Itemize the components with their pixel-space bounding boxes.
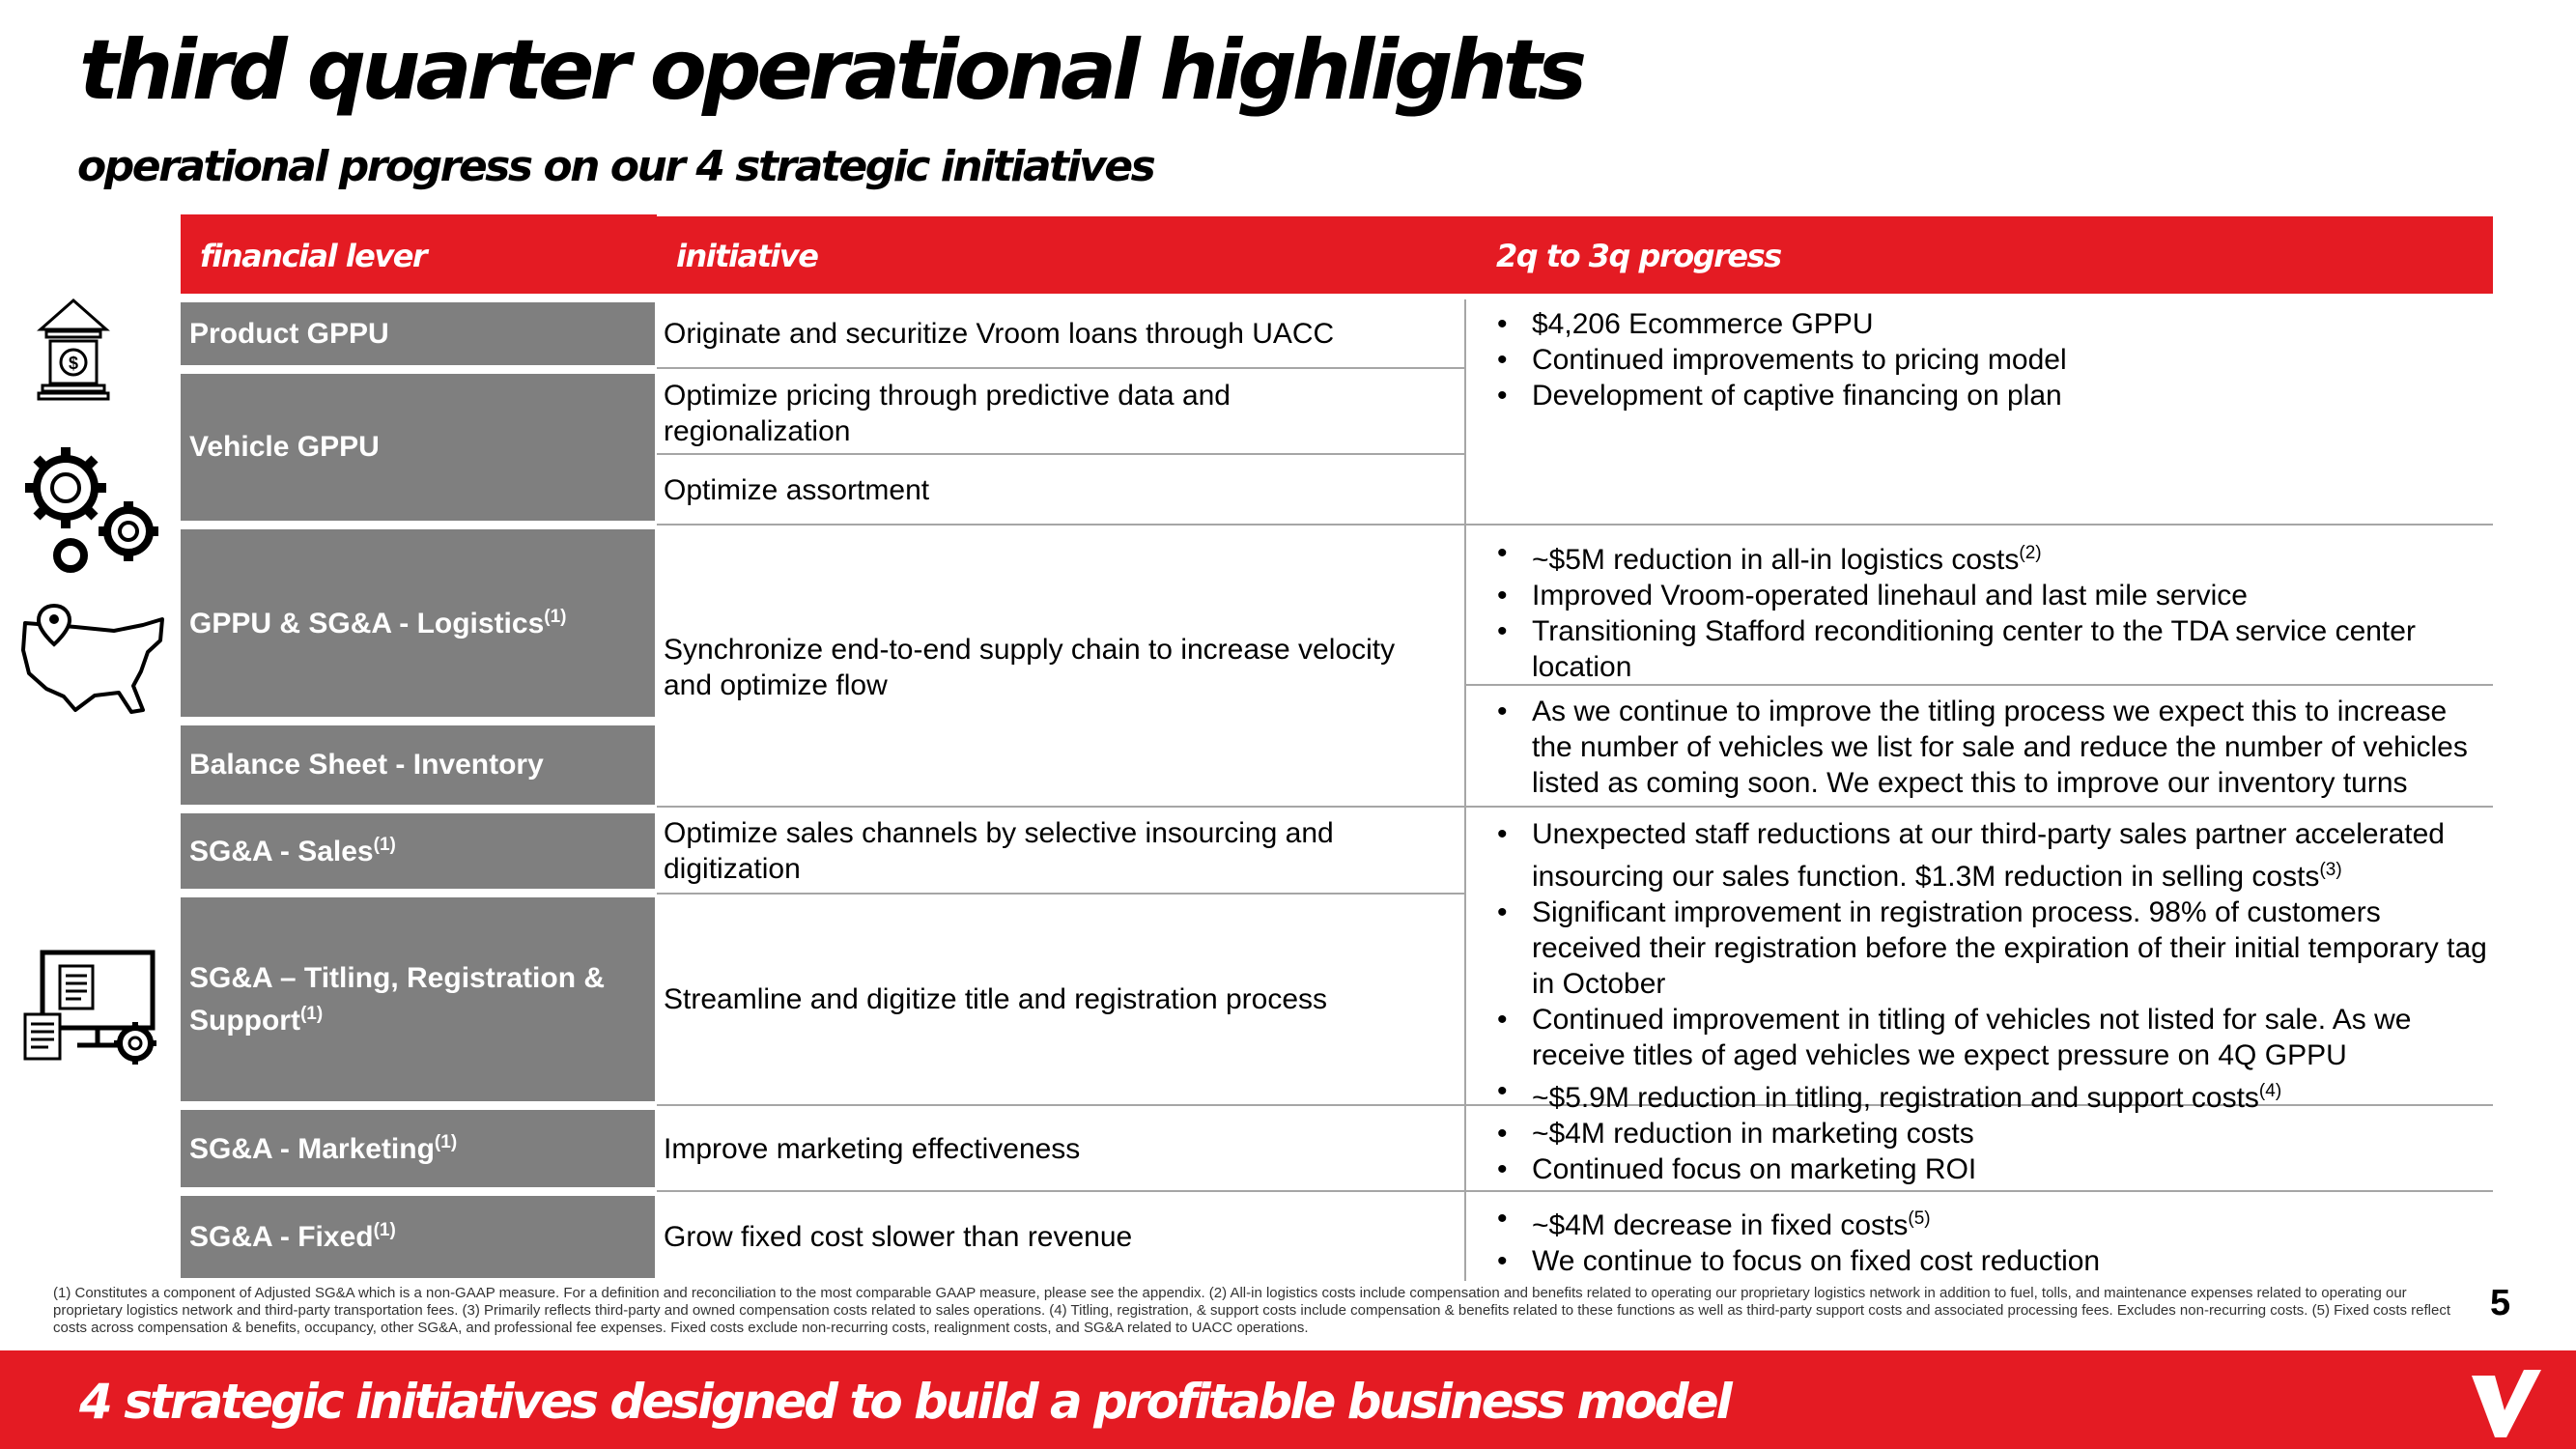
initiative-fixed: Grow fixed cost slower than revenue [664, 1221, 1133, 1253]
row-divider [657, 1190, 2493, 1192]
svg-text:$: $ [68, 354, 79, 373]
initiative-assortment: Optimize assortment [664, 473, 930, 506]
lever-logistics [181, 529, 655, 717]
lever-titling [181, 897, 655, 1101]
lever-marketing [181, 1110, 655, 1187]
footnotes: (1) Constitutes a component of Adjusted SG&A which is a non-GAAP measure. For a definition and reconciliation to the most comparable GAAP measure, please see the appendix. (2) All-in logistics costs include compensation and benefits related to operating our proprietary logistics network in addition to fuel, tolls, and maintenance expenses related to operating our proprietary logistics network and third-party transportation fees. (3) Primarily reflects third-party and owned compensation costs related to sales operations. (4) Titling, registration, & support costs include compensation & benefits related to these functions as well as third-party support costs and associated processing fees. Excludes non-recurring costs. (5) Fixed costs reflect costs across compensation & benefits, occupancy, other SG&A, and professional fee expenses. Fixed costs exclude non-recurring costs, realignment costs, and SG&A related to UACC operations. [53, 1285, 2451, 1336]
initiative-pricing: Optimize pricing through predictive data and regionalization [664, 380, 1231, 447]
lever-label-text: GPPU & SG&A - Logistics [189, 607, 545, 639]
progress-item: • Continued focus on marketing ROI [1497, 1151, 2487, 1187]
lever-label-text: SG&A – Titling, Registration & [189, 962, 606, 994]
row-divider [657, 524, 2493, 526]
banner-text: 4 strategic initiatives designed to build a profitable business model [79, 1374, 1730, 1430]
lever-label [189, 835, 396, 868]
page-subtitle: operational progress on our 4 strategic initiatives [77, 142, 1154, 191]
row-divider [657, 453, 1466, 455]
footnote-ref: (4) [2258, 1081, 2282, 1101]
lever-label-text: SG&A - Fixed [189, 1221, 374, 1253]
row-divider [657, 806, 2493, 808]
progress-text: Unexpected staff reductions at our third-party sales partner accelerated insourcing our sales function. $1.3M reduction in selling costs [1532, 818, 2445, 893]
column-header-lever: financial lever [200, 238, 427, 274]
lever-product-gppu [181, 302, 655, 365]
initiative-supply-chain: Synchronize end-to-end supply chain to increase velocity and optimize flow [664, 633, 1396, 701]
table-header [181, 216, 2493, 294]
progress-item: • Continued improvements to pricing model [1497, 342, 2487, 378]
initiative-marketing: Improve marketing effectiveness [664, 1132, 1081, 1165]
lever-fixed [181, 1196, 655, 1278]
footnote-ref: (1) [434, 1131, 458, 1152]
column-divider [1464, 299, 1466, 1281]
progress-text: ~$5M reduction in all-in logistics costs [1532, 544, 2020, 576]
initiative-title-registration: Streamline and digitize title and registration process [664, 983, 1328, 1015]
gears-icon [17, 440, 164, 580]
progress-item: • We continue to focus on fixed cost reduction [1497, 1243, 2487, 1279]
lever-label: Vehicle GPPU [189, 431, 380, 463]
lever-inventory [181, 725, 655, 805]
lever-label [189, 1220, 396, 1254]
vroom-logo-icon [2468, 1364, 2545, 1441]
lever-sales [181, 813, 655, 889]
lever-label [189, 960, 605, 1038]
progress-text: ~$5.9M reduction in titling, registration and support costs [1532, 1082, 2259, 1114]
footnote-ref: (1) [544, 606, 567, 627]
lever-label-text: SG&A - Marketing [189, 1132, 435, 1165]
page-title: third quarter operational highlights [79, 22, 1583, 119]
lever-label-text: SG&A - Sales [189, 835, 374, 867]
column-header-initiative: initiative [676, 238, 818, 274]
progress-list-logistics [1497, 535, 2487, 685]
progress-list-inventory [1497, 694, 2487, 801]
progress-item [1497, 816, 2487, 895]
footnote-ref: (5) [1908, 1208, 1931, 1229]
progress-item [1497, 1073, 2487, 1116]
lever-label: Balance Sheet - Inventory [189, 749, 544, 781]
progress-item: • Development of captive financing on plan [1497, 378, 2487, 413]
progress-item: • Significant improvement in registration process. 98% of customers received their registration before the expiration of their initial temporary tag in October [1497, 895, 2487, 1002]
footnote-ref: (1) [373, 1220, 396, 1240]
progress-item [1497, 535, 2487, 578]
progress-item: • Continued improvement in titling of vehicles not listed for sale. As we receive titles of aged vehicles we expect pressure on 4Q GPPU [1497, 1002, 2487, 1073]
footnote-ref: (1) [299, 1004, 324, 1024]
progress-item: • ~$4M reduction in marketing costs [1497, 1116, 2487, 1151]
progress-list-sales-titling [1497, 816, 2487, 1116]
progress-text: ~$4M decrease in fixed costs [1532, 1209, 1909, 1241]
computer-documents-gear-icon [21, 947, 166, 1066]
progress-item: • $4,206 Ecommerce GPPU [1497, 306, 2487, 342]
row-divider [657, 893, 1466, 895]
progress-item: • As we continue to improve the titling process we expect this to increase the number of vehicles we list for sale and reduce the number of vehicles listed as coming soon. We expect this to improve our inventory turns [1497, 694, 2487, 801]
lever-vehicle-gppu [181, 374, 655, 521]
progress-item [1497, 1201, 2487, 1243]
progress-list-marketing [1497, 1116, 2487, 1187]
us-map-pin-icon [17, 604, 172, 718]
footnote-ref: (2) [2019, 543, 2042, 563]
page-number: 5 [2490, 1283, 2511, 1323]
lever-label [189, 607, 567, 640]
lever-label [189, 1132, 457, 1166]
initiative-sales-channels: Optimize sales channels by selective insourcing and digitization [664, 817, 1334, 885]
lever-label: Product GPPU [189, 317, 389, 350]
footnote-ref: (3) [2319, 860, 2342, 880]
initiative-uacc: Originate and securitize Vroom loans through UACC [664, 318, 1335, 350]
progress-list-gppu [1497, 306, 2487, 413]
footnote-ref: (1) [373, 834, 396, 855]
lever-label-text: Support [189, 1005, 300, 1037]
progress-item: • Improved Vroom-operated linehaul and last mile service [1497, 578, 2487, 613]
column-header-progress: 2q to 3q progress [1496, 238, 1781, 274]
bank-icon [37, 295, 110, 405]
progress-item: • Transitioning Stafford reconditioning center to the TDA service center location [1497, 613, 2487, 685]
progress-list-fixed [1497, 1201, 2487, 1279]
row-divider [657, 367, 1466, 369]
